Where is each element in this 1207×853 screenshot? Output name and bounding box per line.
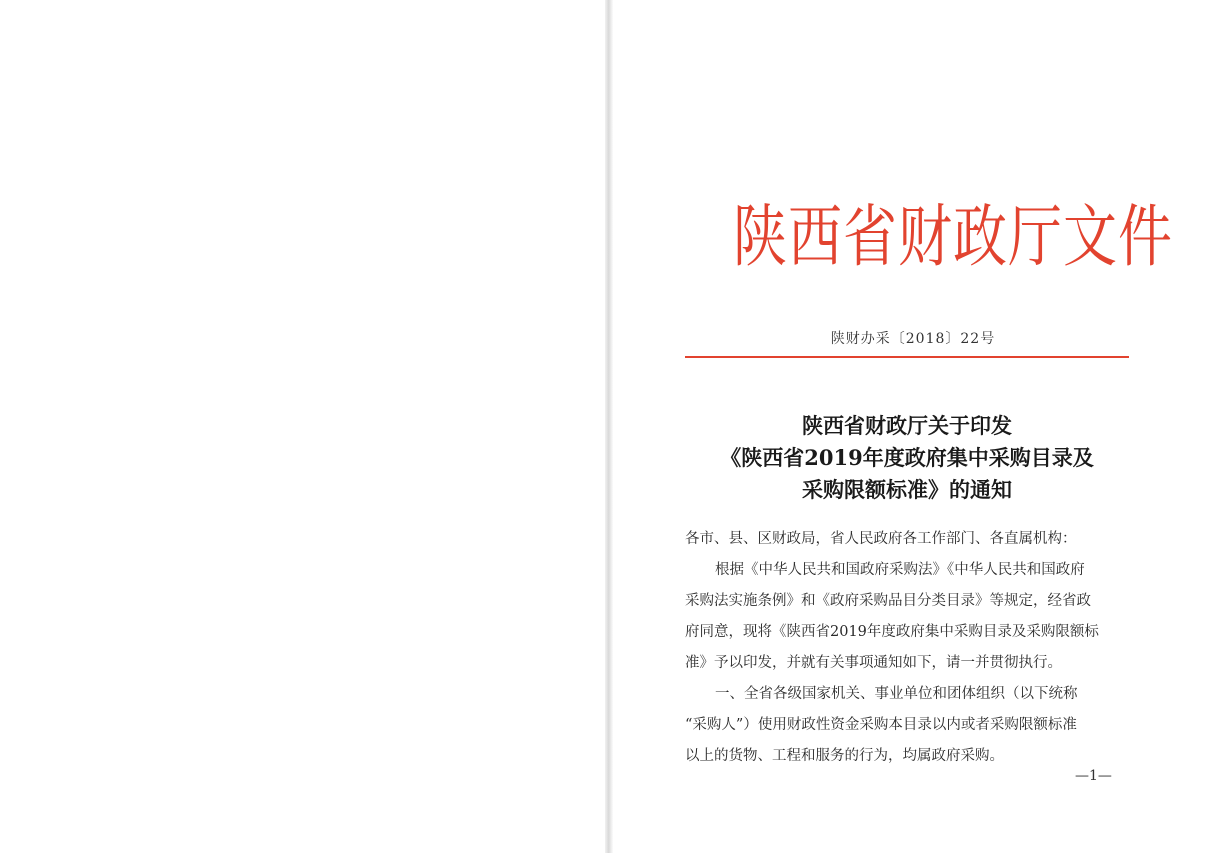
notice-title-line: 陕西省财政厅关于印发 (802, 413, 1012, 438)
salutation: 各市、县、区财政局，省人民政府各工作部门、各直属机构： (685, 531, 1077, 547)
right-page (613, 0, 1207, 853)
page-fold (605, 0, 613, 853)
red-separator-line (685, 356, 1129, 358)
paragraph-line: 府同意，现将《陕西省2019年度政府集中采购目录及采购限额标 (685, 624, 1099, 640)
notice-title-line: 《陕西省2019年度政府集中采购目录及 (720, 445, 1094, 470)
notice-title (685, 410, 1129, 506)
document-number: 陕财办采〔2018〕22号 (830, 331, 996, 347)
paragraph-line: 根据《中华人民共和国政府采购法》《中华人民共和国政府 (715, 562, 1085, 578)
notice-body (685, 524, 1145, 772)
paragraph-line: “采购人”）使用财政性资金采购本目录以内或者采购限额标准 (685, 717, 1077, 733)
paragraph-line: 采购法实施条例》和《政府采购品目分类目录》等规定，经省政 (685, 593, 1091, 609)
document-header: 陕西省财政厅文件 (733, 197, 1173, 277)
paragraph-line: 一、全省各级国家机关、事业单位和团体组织（以下统称 (715, 686, 1078, 702)
notice-title-line: 采购限额标准》的通知 (802, 477, 1012, 502)
page-number: —1— (1075, 768, 1112, 784)
paragraph-line: 以上的货物、工程和服务的行为，均属政府采购。 (685, 748, 1004, 764)
paragraph-line: 准》予以印发，并就有关事项通知如下，请一并贯彻执行。 (685, 655, 1062, 671)
